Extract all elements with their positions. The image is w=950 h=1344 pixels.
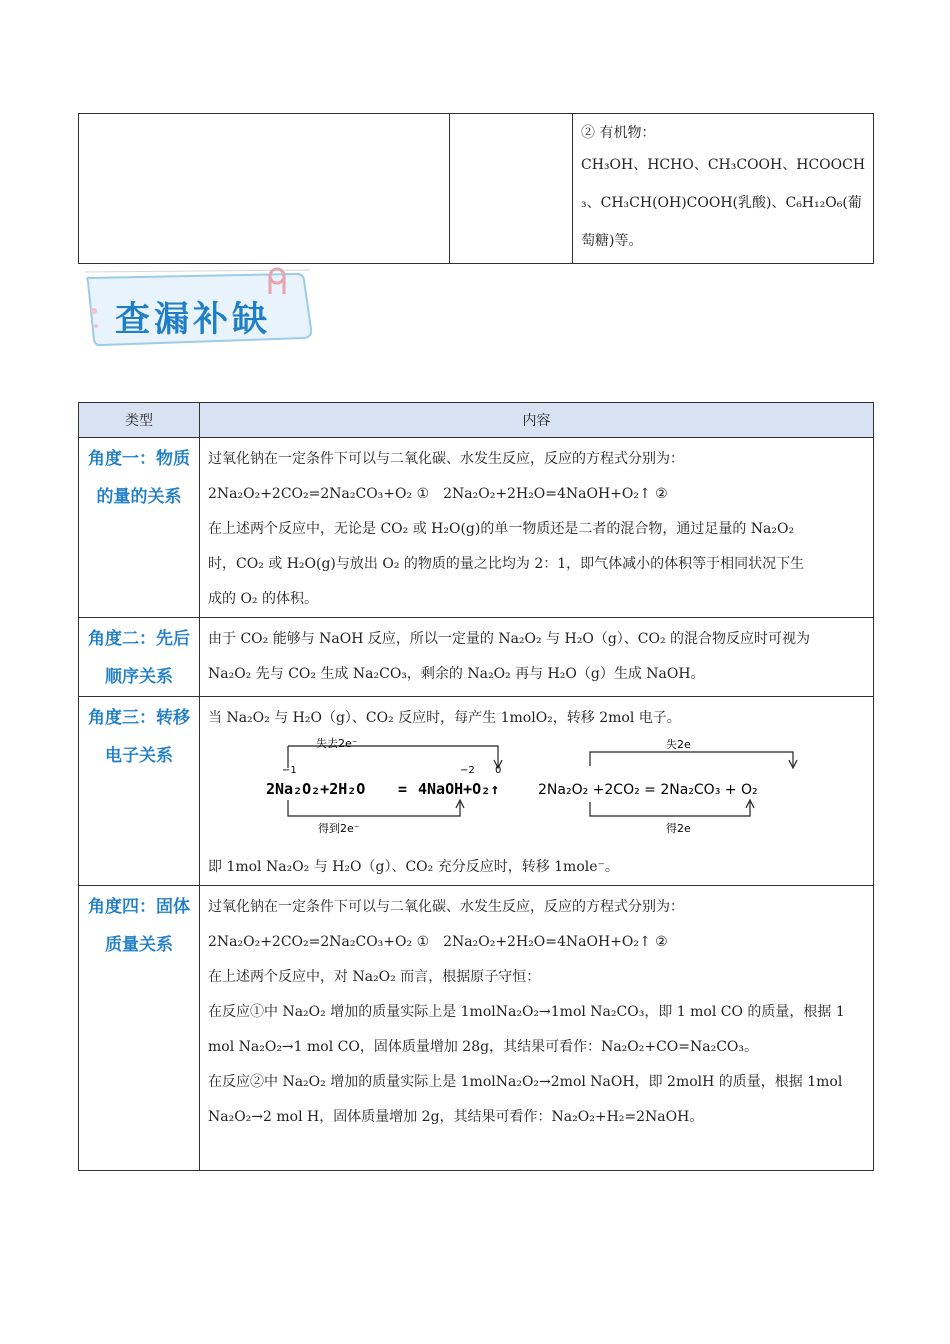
header-type: 类型 <box>79 403 200 438</box>
organic-label: ② 有机物： <box>581 125 656 141</box>
angle-label: 角度一：物质的量的关系 <box>79 438 200 618</box>
content-line: 当 Na₂O₂ 与 H₂O（g）、CO₂ 反应时，每产生 1molO₂，转移 2mol 电子。 <box>208 710 681 726</box>
equation-left: 2Na₂O₂+2H₂O <box>266 780 366 798</box>
organic-line-1: CH₃OH、HCHO、CH₃COOH、HCOOCH <box>581 157 866 173</box>
content-line: 成的 O₂ 的体积。 <box>208 591 318 607</box>
content-line: 2Na₂O₂+2CO₂=2Na₂CO₃+O₂ ① 2Na₂O₂+2H₂O=4NaOH+O₂↑ ② <box>208 486 668 502</box>
organic-line-3: 萄糖)等。 <box>581 233 643 249</box>
table-row <box>79 438 874 618</box>
equation-equals: = <box>398 780 408 798</box>
content-line: 在上述两个反应中，无论是 CO₂ 或 H₂O(g)的单一物质还是二者的混合物，通过足量的 Na₂O₂ <box>208 521 795 537</box>
top-table <box>78 113 874 264</box>
row-content <box>200 438 874 618</box>
content-line: 在反应②中 Na₂O₂ 增加的质量实际上是 1molNa₂O₂→2mol NaOH，即 2molH 的质量，根据 1mol <box>208 1074 843 1090</box>
equation-right: 4NaOH+O₂↑ <box>418 780 500 798</box>
lose-electrons-label: 失去2e⁻ <box>316 737 358 750</box>
ox-state-minus2: −2 <box>460 765 475 776</box>
gain-label-2: 得2e <box>666 822 691 835</box>
angle-label: 角度二：先后顺序关系 <box>79 618 200 697</box>
content-line: Na₂O₂→2 mol H，固体质量增加 2g，其结果可看作：Na₂O₂+H₂=2NaOH。 <box>208 1109 704 1125</box>
gain-electrons-label: 得到2e⁻ <box>318 822 360 835</box>
top-table-cell-2 <box>450 114 573 264</box>
banner-title: 查漏补缺 <box>115 300 272 340</box>
content-line: mol Na₂O₂→1 mol CO，固体质量增加 28g，其结果可看作：Na₂O₂+CO=Na₂CO₃。 <box>208 1039 759 1055</box>
content-line: 在反应①中 Na₂O₂ 增加的质量实际上是 1molNa₂O₂→1mol Na₂CO₃，即 1 mol CO 的质量，根据 1 <box>208 1004 845 1020</box>
top-table-cell-3 <box>573 114 874 264</box>
content-line: 即 1mol Na₂O₂ 与 H₂O（g）、CO₂ 充分反应时，转移 1mole⁻。 <box>208 859 619 875</box>
electron-transfer-diagrams <box>208 736 863 850</box>
row-content <box>200 618 874 697</box>
table-row <box>79 697 874 886</box>
organic-line-2: ₃、CH₃CH(OH)COOH(乳酸)、C₆H₁₂O₆(葡 <box>581 195 862 211</box>
lose-label-2: 失2e <box>666 738 691 751</box>
main-table <box>78 402 874 1171</box>
row-content <box>200 697 874 886</box>
electron-transfer-svg <box>208 736 868 850</box>
content-line: 过氧化钠在一定条件下可以与二氧化碳、水发生反应，反应的方程式分别为： <box>208 451 684 467</box>
content-line: 2Na₂O₂+2CO₂=2Na₂CO₃+O₂ ① 2Na₂O₂+2H₂O=4NaOH+O₂↑ ② <box>208 934 668 950</box>
angle-label: 角度三：转移电子关系 <box>79 697 200 886</box>
content-line: Na₂O₂ 先与 CO₂ 生成 Na₂CO₃，剩余的 Na₂O₂ 再与 H₂O（g）生成 NaOH。 <box>208 666 705 682</box>
ox-state-minus1: −1 <box>282 765 297 776</box>
top-table-cell-1 <box>79 114 450 264</box>
content-line: 过氧化钠在一定条件下可以与二氧化碳、水发生反应，反应的方程式分别为： <box>208 899 684 915</box>
content-line: 由于 CO₂ 能够与 NaOH 反应，所以一定量的 Na₂O₂ 与 H₂O（g）、CO₂ 的混合物反应时可视为 <box>208 631 811 647</box>
content-line: 时，CO₂ 或 H₂O(g)与放出 O₂ 的物质的量之比均为 2：1，即气体减小的体积等于相同状况下生 <box>208 556 805 572</box>
table-row <box>79 618 874 697</box>
content-line: 在上述两个反应中，对 Na₂O₂ 而言，根据原子守恒： <box>208 969 541 985</box>
ox-state-zero: 0 <box>495 765 502 776</box>
equation-2: 2Na₂O₂ +2CO₂ = 2Na₂CO₃ + O₂ <box>538 782 758 798</box>
header-content: 内容 <box>200 403 874 438</box>
table-row <box>79 886 874 1171</box>
row-content <box>200 886 874 1171</box>
angle-label: 角度四：固体质量关系 <box>79 886 200 1171</box>
